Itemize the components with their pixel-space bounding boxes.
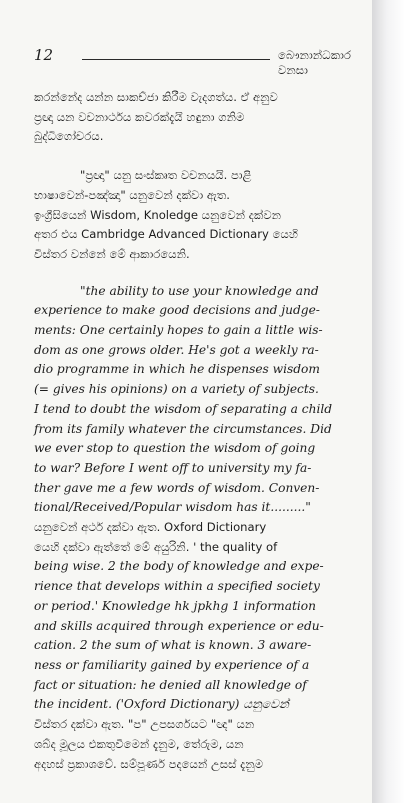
text-line: rience that develops within a specified society — [34, 579, 320, 594]
running-title: බෞනාන්ධකාර වනසා — [278, 48, 351, 77]
quote-line: from its family whatever the circumstances. Did — [34, 421, 332, 436]
text-line: and skills acquired through experience or edu- — [34, 618, 324, 633]
text-line: ශබ්ද මූලය එකතුවීමෙන් දැනුම, තේරුම, යන — [34, 736, 244, 751]
text-line: යනුවෙන් අර්ථ දක්වා ඇත. Oxford Dictionary — [34, 520, 267, 535]
quote-line: we ever stop to question the wisdom of going — [34, 441, 316, 456]
quote-line: dom as one grows older. He's got a weekly ra- — [34, 342, 319, 357]
definition-paragraph — [34, 166, 358, 265]
text-line: cation. 2 the sum of what is known. 3 aware- — [34, 638, 312, 653]
quote-line: I tend to doubt the wisdom of separating a child — [34, 401, 333, 416]
quote-line: dio programme in which he dispenses wisdom — [34, 362, 320, 377]
quote-line: "the ability to use your knowledge and — [80, 283, 319, 298]
oxford-paragraph — [34, 518, 358, 774]
quote-line: experience to make good decisions and judge- — [34, 303, 320, 318]
text-line: අදහස් ප්‍රකාශවේ. සම්පූර්ණ පදයෙන් උසස් දැනුම — [34, 756, 264, 771]
intro-paragraph — [34, 88, 358, 147]
quote-line: (= gives his opinions) on a variety of subjects. — [34, 382, 319, 397]
text-line: යෙහි දක්වා ඇත්තේ මේ අයුරිනි. ' the quality of — [34, 539, 278, 554]
text-line: විස්තර දක්වා ඇත. "ප" උපසර්ගයට "ඥ" යන — [34, 717, 255, 732]
page-body — [34, 88, 358, 774]
text-line: or period.' Knowledge hk jpkhg 1 information — [34, 598, 316, 613]
text-line: ප්‍රඥා යන වචනාර්ථය කවරක්දැයි හඳුනා ගනිම — [34, 109, 245, 124]
page-number: 12 — [34, 46, 54, 64]
text-line: fact or situation: he denied all knowledge of — [34, 677, 307, 692]
quote-line: to war? Before I went off to university my fa- — [34, 460, 312, 475]
text-line: ඉංග්‍රීසියෙන් Wisdom, Knoledge යනුවෙන් දක්වන — [34, 207, 282, 222]
text-line: the incident. ('Oxford Dictionary) යනුවෙන් — [34, 697, 289, 712]
quote-line: tional/Received/Popular wisdom has it........." — [34, 500, 311, 515]
quote-line: ther gave me a few words of wisdom. Conven- — [34, 480, 320, 495]
text-line: අතර එය Cambridge Advanced Dictionary යෙහි — [34, 227, 298, 242]
text-line: ness or familiarity gained by experience of a — [34, 657, 310, 672]
header-rule — [82, 59, 270, 60]
text-line: බුද්ධිගෝචරය. — [34, 129, 104, 144]
text-line: "ප්‍රඥා" යනු සංස්කෘත වචනයයි. පාළි — [80, 168, 252, 183]
text-line: being wise. 2 the body of knowledge and expe- — [34, 559, 324, 574]
text-line: විස්තර වන්නේ මේ ආකාරයෙනි. — [34, 246, 190, 261]
text-line: භාෂාවෙන්-පඤ්ඤා" යනුවෙන් දක්වා ඇත. — [34, 187, 230, 202]
text-line: කරන්නේද යන්න සාකච්ජා කිරීම වැදගත්ය. ඒ අනුව — [34, 90, 278, 104]
page-header — [34, 46, 360, 77]
page-gutter — [372, 0, 405, 803]
quote-line: ments: One certainly hopes to gain a little wis- — [34, 323, 323, 338]
cambridge-quote — [34, 282, 358, 518]
